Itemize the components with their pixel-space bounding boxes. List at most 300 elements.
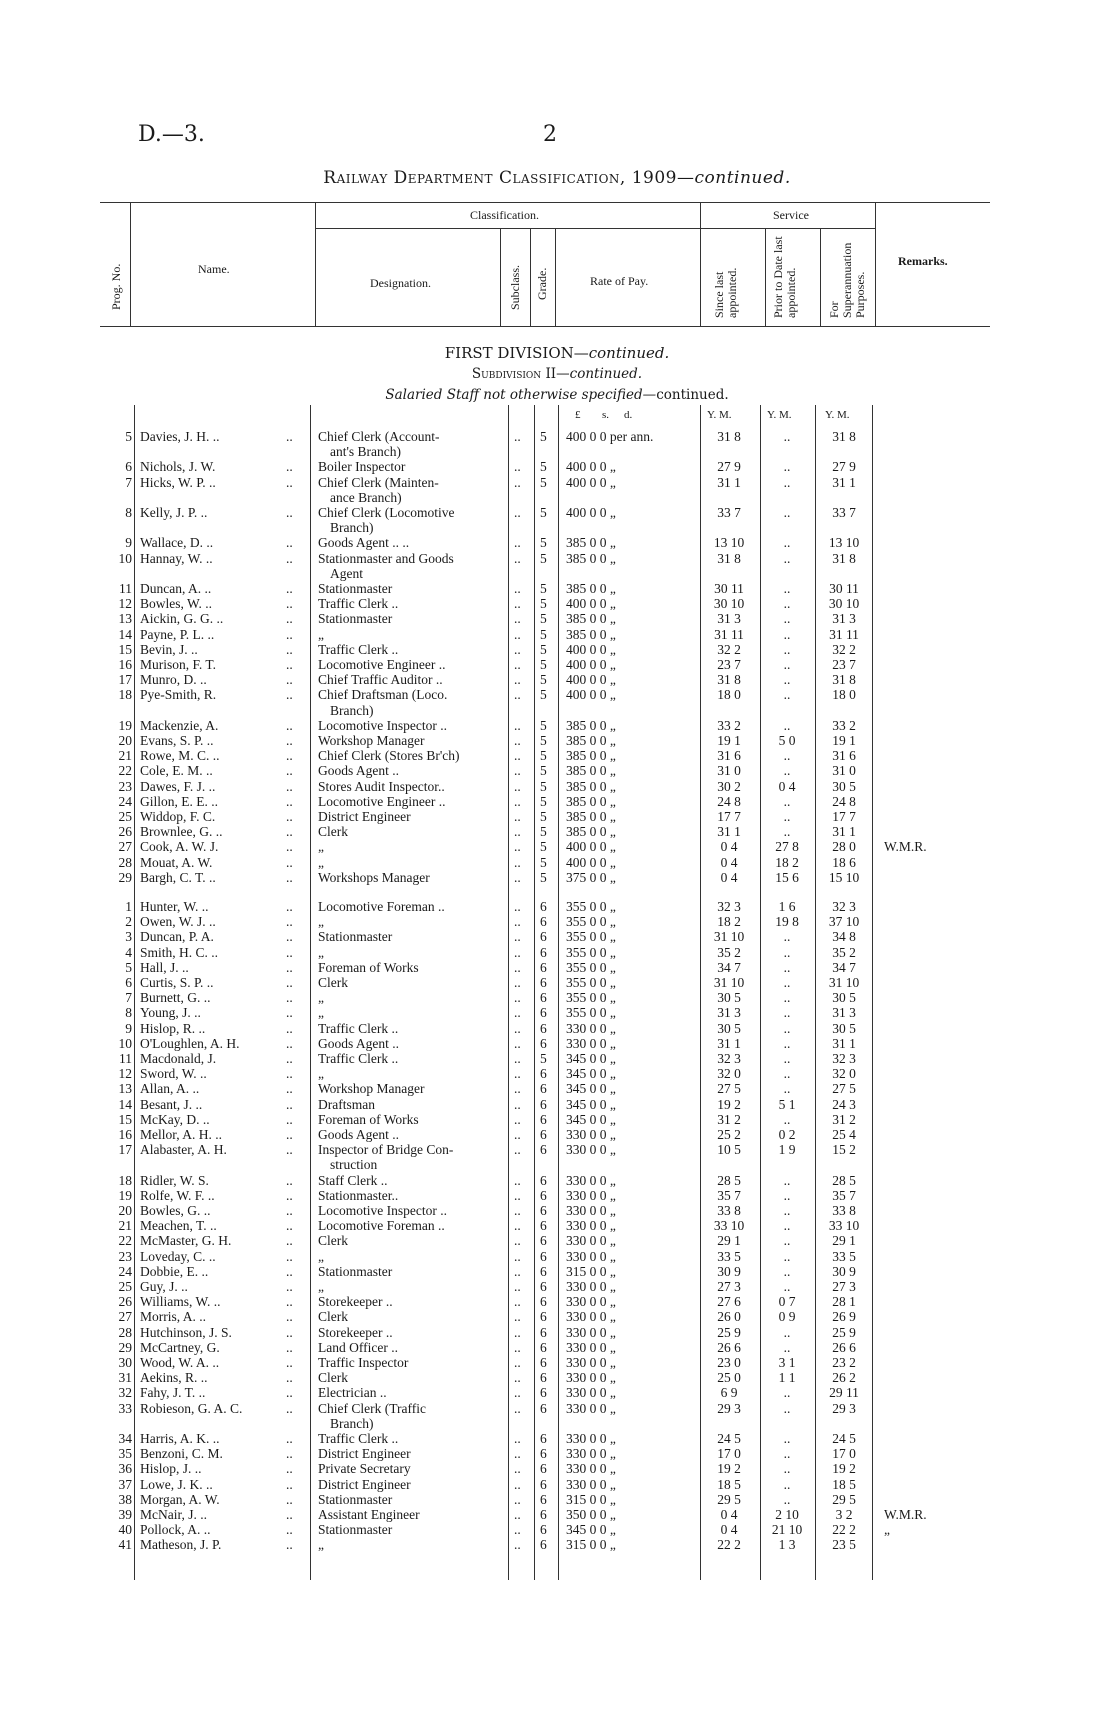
staff-name: Dobbie, E. .. — [140, 1263, 209, 1279]
col-classification: Classification. — [470, 208, 539, 222]
service-superannuation: 13 10 — [828, 535, 860, 551]
staff-name: Aekins, R. .. — [140, 1370, 208, 1386]
subclass-dots: .. — [514, 1370, 521, 1386]
rate-of-pay: 330 0 0 „ — [566, 1294, 616, 1310]
prog-no: 40 — [118, 1522, 132, 1538]
service-superannuation: 27 3 — [832, 1279, 856, 1294]
service-since-last: 32 3 — [717, 1051, 741, 1066]
service-superannuation: 37 10 — [828, 914, 860, 930]
subclass-dots: .. — [514, 1355, 521, 1370]
rate-of-pay: 400 0 0 „ — [566, 839, 616, 855]
service-since-last: 31 8 — [717, 550, 741, 566]
service-superannuation: 30 5 — [832, 1020, 856, 1036]
service-since-last: 0 4 — [720, 1522, 738, 1538]
rate-of-pay: 385 0 0 „ — [566, 763, 616, 779]
prog-no: 18 — [118, 687, 132, 703]
designation: „ — [318, 1279, 324, 1294]
designation: Assistant Engineer — [318, 1507, 420, 1522]
staff-name: Burnett, G. .. — [140, 990, 211, 1006]
service-prior: .. — [783, 596, 791, 612]
staff-name: Robieson, G. A. C. — [140, 1400, 243, 1416]
service-since-last: 27 9 — [717, 459, 741, 475]
grade: 6 — [540, 1187, 547, 1203]
leader-dots: .. — [286, 581, 293, 596]
designation: Locomotive Inspector .. — [318, 717, 447, 733]
subclass-dots: .. — [514, 914, 521, 930]
subclass-dots: .. — [514, 1309, 521, 1325]
grade: 6 — [540, 1446, 547, 1462]
service-prior: 0 4 — [778, 778, 796, 794]
prog-no: 8 — [125, 505, 132, 520]
col-rate-of-pay: Rate of Pay. — [590, 274, 649, 288]
rate-of-pay: 330 0 0 „ — [566, 1385, 616, 1401]
col-service: Service — [773, 208, 809, 222]
grade: 6 — [540, 1491, 547, 1507]
grade: 5 — [540, 687, 547, 703]
service-since-last: 29 3 — [717, 1400, 741, 1416]
leader-dots: .. — [286, 626, 293, 642]
designation: Foreman of Works — [318, 959, 419, 975]
unit-pounds: £ — [575, 409, 581, 421]
subclass-dots: .. — [514, 1339, 521, 1355]
staff-name: Duncan, P. A. — [140, 929, 214, 945]
designation: Clerk — [318, 824, 348, 840]
prog-no: 12 — [118, 596, 132, 612]
rate-of-pay: 400 0 0 „ — [566, 505, 616, 520]
prog-no: 26 — [118, 1294, 132, 1310]
rate-of-pay: 330 0 0 „ — [566, 1218, 616, 1234]
service-superannuation: 17 7 — [832, 809, 856, 824]
service-superannuation: 27 9 — [832, 459, 856, 475]
rate-of-pay: 385 0 0 „ — [566, 717, 616, 733]
prog-no: 16 — [118, 657, 132, 672]
designation: Stationmaster — [318, 611, 393, 627]
leader-dots: .. — [286, 535, 293, 551]
designation-cont: Branch) — [330, 520, 374, 536]
service-prior: .. — [783, 1263, 791, 1279]
designation: Land Officer .. — [318, 1339, 398, 1355]
leader-dots: .. — [286, 429, 293, 444]
service-since-last: 28 5 — [717, 1172, 741, 1188]
designation: Traffic Clerk .. — [318, 1431, 399, 1446]
service-prior: .. — [783, 1233, 791, 1249]
prog-no: 28 — [118, 1324, 132, 1340]
staff-name: Munro, D. .. — [140, 672, 207, 688]
rate-of-pay: 330 0 0 „ — [566, 1446, 616, 1462]
grade: 5 — [540, 459, 547, 475]
service-prior: .. — [783, 474, 791, 490]
grade: 5 — [540, 429, 547, 444]
leader-dots: .. — [286, 1324, 293, 1340]
grade: 6 — [540, 944, 547, 960]
subclass-dots: .. — [514, 1203, 521, 1218]
grade: 6 — [540, 1370, 547, 1386]
staff-name: Pye-Smith, R. — [140, 687, 217, 703]
prog-no: 33 — [118, 1400, 132, 1416]
designation: District Engineer — [318, 1476, 411, 1492]
rate-of-pay: 385 0 0 „ — [566, 550, 616, 566]
prog-no: 35 — [118, 1446, 132, 1462]
service-prior: .. — [783, 975, 791, 990]
subclass-dots: .. — [514, 1263, 521, 1279]
subclass-dots: .. — [514, 1537, 521, 1553]
subclass-dots: .. — [514, 1066, 521, 1082]
service-since-last: 31 10 — [713, 975, 745, 990]
service-superannuation: 31 3 — [832, 611, 856, 627]
service-superannuation: 29 1 — [832, 1233, 856, 1249]
service-superannuation: 27 5 — [832, 1081, 856, 1097]
leader-dots: .. — [286, 1446, 293, 1462]
leader-dots: .. — [286, 1355, 293, 1370]
subclass-dots: .. — [514, 1081, 521, 1097]
leader-dots: .. — [286, 1005, 293, 1021]
service-since-last: 10 5 — [717, 1142, 741, 1158]
rate-of-pay: 385 0 0 „ — [566, 809, 616, 824]
grade: 5 — [540, 505, 547, 520]
rate-of-pay: 400 0 0 „ — [566, 641, 616, 657]
rate-of-pay: 345 0 0 „ — [566, 1066, 616, 1082]
staff-name: Young, J. .. — [140, 1005, 201, 1021]
service-superannuation: 33 10 — [828, 1218, 860, 1234]
rate-of-pay: 330 0 0 „ — [566, 1233, 616, 1249]
service-prior: .. — [783, 1491, 791, 1507]
subclass-dots: .. — [514, 929, 521, 945]
service-since-last: 33 10 — [713, 1218, 745, 1234]
prog-no: 29 — [118, 869, 132, 885]
staff-name: Rowe, M. C. .. — [140, 748, 220, 764]
grade: 5 — [540, 657, 547, 672]
leader-dots: .. — [286, 1263, 293, 1279]
col-name: Name. — [198, 262, 230, 276]
service-prior: .. — [783, 1385, 791, 1401]
service-since-last: 0 4 — [720, 1507, 738, 1522]
service-prior: .. — [783, 687, 791, 703]
service-since-last: 18 0 — [717, 687, 741, 703]
service-since-last: 30 10 — [713, 596, 745, 612]
grade: 5 — [540, 839, 547, 855]
service-superannuation: 15 2 — [832, 1142, 856, 1158]
rate-of-pay: 385 0 0 „ — [566, 778, 616, 794]
prog-no: 7 — [125, 474, 132, 490]
designation: „ — [318, 626, 324, 642]
leader-dots: .. — [286, 641, 293, 657]
grade: 6 — [540, 1233, 547, 1249]
staff-name: Ridler, W. S. — [140, 1172, 209, 1188]
prog-no: 28 — [118, 854, 132, 870]
service-superannuation: 32 0 — [832, 1066, 856, 1082]
service-prior: 0 9 — [778, 1309, 796, 1325]
prog-no: 9 — [125, 535, 132, 551]
grade: 6 — [540, 959, 547, 975]
service-prior: 1 9 — [778, 1142, 796, 1158]
rate-of-pay: 330 0 0 „ — [566, 1309, 616, 1325]
grade: 6 — [540, 1248, 547, 1264]
subclass-dots: .. — [514, 1096, 521, 1112]
subclass-dots: .. — [514, 717, 521, 733]
staff-name: Hislop, J. .. — [140, 1461, 202, 1477]
rate-of-pay: 330 0 0 „ — [566, 1431, 616, 1446]
staff-name: Mouat, A. W. — [140, 854, 213, 870]
rate-of-pay: 330 0 0 „ — [566, 1127, 616, 1142]
service-prior: 5 0 — [778, 733, 796, 748]
service-prior: .. — [783, 717, 791, 733]
rate-of-pay: 385 0 0 „ — [566, 581, 616, 596]
rate-of-pay: 400 0 0 „ — [566, 672, 616, 688]
staff-name: Macdonald, J. — [140, 1051, 217, 1066]
prog-no: 10 — [118, 550, 132, 566]
leader-dots: .. — [286, 1096, 293, 1112]
service-superannuation: 31 3 — [832, 1005, 856, 1021]
service-prior: .. — [783, 505, 791, 520]
staff-name: Davies, J. H. .. — [140, 429, 220, 444]
service-superannuation: 23 5 — [832, 1537, 856, 1553]
leader-dots: .. — [286, 1203, 293, 1218]
prog-no: 18 — [118, 1172, 132, 1188]
designation: Goods Agent .. — [318, 1035, 399, 1051]
service-prior: .. — [783, 1446, 791, 1462]
col-remarks: Remarks. — [898, 254, 948, 268]
leader-dots: .. — [286, 1370, 293, 1386]
designation: Clerk — [318, 975, 348, 990]
rate-of-pay: 400 0 0 „ — [566, 474, 616, 490]
service-since-last: 23 7 — [717, 657, 741, 672]
grade: 5 — [540, 581, 547, 596]
designation: Chief Clerk (Traffic — [318, 1400, 426, 1416]
designation-cont: Agent — [330, 565, 363, 581]
service-superannuation: 31 11 — [829, 626, 859, 642]
grade: 5 — [540, 550, 547, 566]
subclass-dots: .. — [514, 459, 521, 475]
staff-name: Guy, J. .. — [140, 1279, 188, 1294]
designation: District Engineer — [318, 809, 411, 824]
prog-no: 15 — [118, 1111, 132, 1127]
subclass-dots: .. — [514, 626, 521, 642]
leader-dots: .. — [286, 824, 293, 840]
division-label: FIRST DIVISION— — [444, 344, 589, 362]
staff-name: Aickin, G. G. .. — [140, 611, 224, 627]
prog-no: 27 — [118, 839, 132, 855]
service-since-last: 24 8 — [717, 793, 741, 809]
staff-name: Mackenzie, A. — [140, 717, 219, 733]
subclass-dots: .. — [514, 763, 521, 779]
subclass-dots: .. — [514, 1324, 521, 1340]
grade: 5 — [540, 809, 547, 824]
service-superannuation: 19 2 — [832, 1461, 856, 1477]
subclass-dots: .. — [514, 1446, 521, 1462]
grade: 6 — [540, 914, 547, 930]
prog-no: 1 — [125, 899, 132, 914]
leader-dots: .. — [286, 1020, 293, 1036]
leader-dots: .. — [286, 1431, 293, 1446]
designation: Workshops Manager — [318, 869, 430, 885]
prog-no: 2 — [125, 914, 132, 930]
prog-no: 13 — [118, 611, 132, 627]
subclass-dots: .. — [514, 1385, 521, 1401]
subclass-dots: .. — [514, 611, 521, 627]
service-prior: 21 10 — [771, 1522, 803, 1538]
subclass-dots: .. — [514, 596, 521, 612]
service-superannuation: 31 8 — [832, 672, 856, 688]
subclass-dots: .. — [514, 1187, 521, 1203]
leader-dots: .. — [286, 672, 293, 688]
prog-no: 29 — [118, 1339, 132, 1355]
service-prior: .. — [783, 763, 791, 779]
service-since-last: 32 3 — [717, 899, 741, 914]
service-prior: .. — [783, 429, 791, 444]
service-since-last: 31 8 — [717, 672, 741, 688]
grade: 6 — [540, 1461, 547, 1477]
rate-of-pay: 345 0 0 „ — [566, 1111, 616, 1127]
designation: Stationmaster — [318, 1491, 393, 1507]
service-superannuation: 31 1 — [832, 1035, 856, 1051]
service-prior: .. — [783, 1461, 791, 1477]
leader-dots: .. — [286, 505, 293, 520]
rate-of-pay: 385 0 0 „ — [566, 535, 616, 551]
service-since-last: 0 4 — [720, 869, 738, 885]
rate-of-pay: 400 0 0 „ — [566, 687, 616, 703]
service-superannuation: 26 2 — [832, 1370, 856, 1386]
leader-dots: .. — [286, 1081, 293, 1097]
service-superannuation: 31 1 — [832, 824, 856, 840]
staff-name: Benzoni, C. M. — [140, 1446, 223, 1462]
prog-no: 22 — [118, 1233, 132, 1249]
designation: Chief Clerk (Locomotive — [318, 505, 455, 520]
grade: 5 — [540, 854, 547, 870]
service-prior: .. — [783, 611, 791, 627]
grade: 5 — [540, 474, 547, 490]
prog-no: 19 — [118, 1187, 132, 1203]
subclass-dots: .. — [514, 1172, 521, 1188]
rate-of-pay: 330 0 0 „ — [566, 1187, 616, 1203]
subclass-dots: .. — [514, 1142, 521, 1158]
staff-name: Murison, F. T. — [140, 657, 217, 672]
subclass-dots: .. — [514, 550, 521, 566]
rate-of-pay: 400 0 0 per ann. — [566, 429, 654, 444]
staff-name: Payne, P. L. .. — [140, 626, 215, 642]
service-superannuation: 32 2 — [832, 641, 856, 657]
service-since-last: 29 1 — [717, 1233, 741, 1249]
service-since-last: 30 2 — [717, 778, 741, 794]
staff-name: Bowles, G. .. — [140, 1203, 211, 1218]
staff-name: Mellor, A. H. .. — [140, 1127, 222, 1142]
grade: 6 — [540, 1476, 547, 1492]
rate-of-pay: 385 0 0 „ — [566, 611, 616, 627]
service-prior: 3 1 — [778, 1355, 796, 1370]
designation: Inspector of Bridge Con- — [318, 1142, 454, 1158]
staff-name: McNair, J. .. — [140, 1507, 207, 1522]
rate-of-pay: 345 0 0 „ — [566, 1096, 616, 1112]
service-since-last: 27 5 — [717, 1081, 741, 1097]
prog-no: 11 — [119, 581, 132, 596]
service-prior: .. — [783, 1476, 791, 1492]
rate-of-pay: 355 0 0 „ — [566, 929, 616, 945]
service-since-last: 30 5 — [717, 990, 741, 1006]
service-since-last: 30 5 — [717, 1020, 741, 1036]
subclass-dots: .. — [514, 899, 521, 914]
designation: Clerk — [318, 1233, 348, 1249]
staff-name: Hislop, R. .. — [140, 1020, 206, 1036]
leader-dots: .. — [286, 1385, 293, 1401]
service-prior: .. — [783, 929, 791, 945]
designation: Traffic Clerk .. — [318, 1051, 399, 1066]
staff-name: Dawes, F. J. .. — [140, 778, 216, 794]
prog-no: 24 — [118, 793, 132, 809]
service-superannuation: 32 3 — [832, 1051, 856, 1066]
leader-dots: .. — [286, 657, 293, 672]
grade: 6 — [540, 990, 547, 1006]
staff-name: Pollock, A. .. — [140, 1522, 211, 1538]
staff-name: Morgan, A. W. — [140, 1491, 220, 1507]
leader-dots: .. — [286, 793, 293, 809]
designation: District Engineer — [318, 1446, 411, 1462]
staff-name: Evans, S. P. .. — [140, 733, 214, 748]
rate-of-pay: 400 0 0 „ — [566, 459, 616, 475]
designation-cont: struction — [330, 1157, 378, 1173]
rate-of-pay: 385 0 0 „ — [566, 824, 616, 840]
service-superannuation: 24 3 — [832, 1096, 856, 1112]
service-since-last: 24 5 — [717, 1431, 741, 1446]
col-grade: Grade. — [535, 267, 549, 300]
subclass-dots: .. — [514, 1248, 521, 1264]
subclass-dots: .. — [514, 854, 521, 870]
service-since-last: 30 9 — [717, 1263, 741, 1279]
service-prior: 0 2 — [778, 1127, 796, 1142]
leader-dots: .. — [286, 763, 293, 779]
service-since-last: 22 2 — [717, 1537, 741, 1553]
subclass-dots: .. — [514, 657, 521, 672]
grade: 5 — [540, 626, 547, 642]
service-since-last: 31 11 — [714, 626, 744, 642]
prog-no: 30 — [118, 1355, 132, 1370]
service-superannuation: 30 11 — [829, 581, 859, 596]
subclass-dots: .. — [514, 1020, 521, 1036]
service-since-last: 31 6 — [717, 748, 741, 764]
service-prior: .. — [783, 550, 791, 566]
service-superannuation: 18 5 — [832, 1476, 856, 1492]
rate-of-pay: 330 0 0 „ — [566, 1142, 616, 1158]
leader-dots: .. — [286, 854, 293, 870]
subclass-dots: .. — [514, 733, 521, 748]
designation: „ — [318, 1066, 324, 1082]
designation: „ — [318, 990, 324, 1006]
designation: Clerk — [318, 1309, 348, 1325]
service-superannuation: 32 3 — [832, 899, 856, 914]
grade: 6 — [540, 1294, 547, 1310]
subclass-dots: .. — [514, 429, 521, 444]
staff-name: Hunter, W. .. — [140, 899, 209, 914]
grade: 6 — [540, 975, 547, 990]
service-since-last: 27 3 — [717, 1279, 741, 1294]
service-superannuation: 33 5 — [832, 1248, 856, 1264]
leader-dots: .. — [286, 1233, 293, 1249]
grade: 5 — [540, 596, 547, 612]
rate-of-pay: 345 0 0 „ — [566, 1051, 616, 1066]
subclass-dots: .. — [514, 581, 521, 596]
leader-dots: .. — [286, 1339, 293, 1355]
prog-no: 15 — [118, 641, 132, 657]
remarks: „ — [884, 1522, 890, 1538]
leader-dots: .. — [286, 839, 293, 855]
service-since-last: 31 1 — [717, 824, 741, 840]
leader-dots: .. — [286, 869, 293, 885]
rate-of-pay: 315 0 0 „ — [566, 1263, 616, 1279]
grade: 6 — [540, 1111, 547, 1127]
designation: Stationmaster and Goods — [318, 550, 454, 566]
title-continued: continued. — [694, 168, 791, 188]
designation: Stores Audit Inspector.. — [318, 778, 445, 794]
grade: 6 — [540, 1385, 547, 1401]
prog-no: 13 — [118, 1081, 132, 1097]
